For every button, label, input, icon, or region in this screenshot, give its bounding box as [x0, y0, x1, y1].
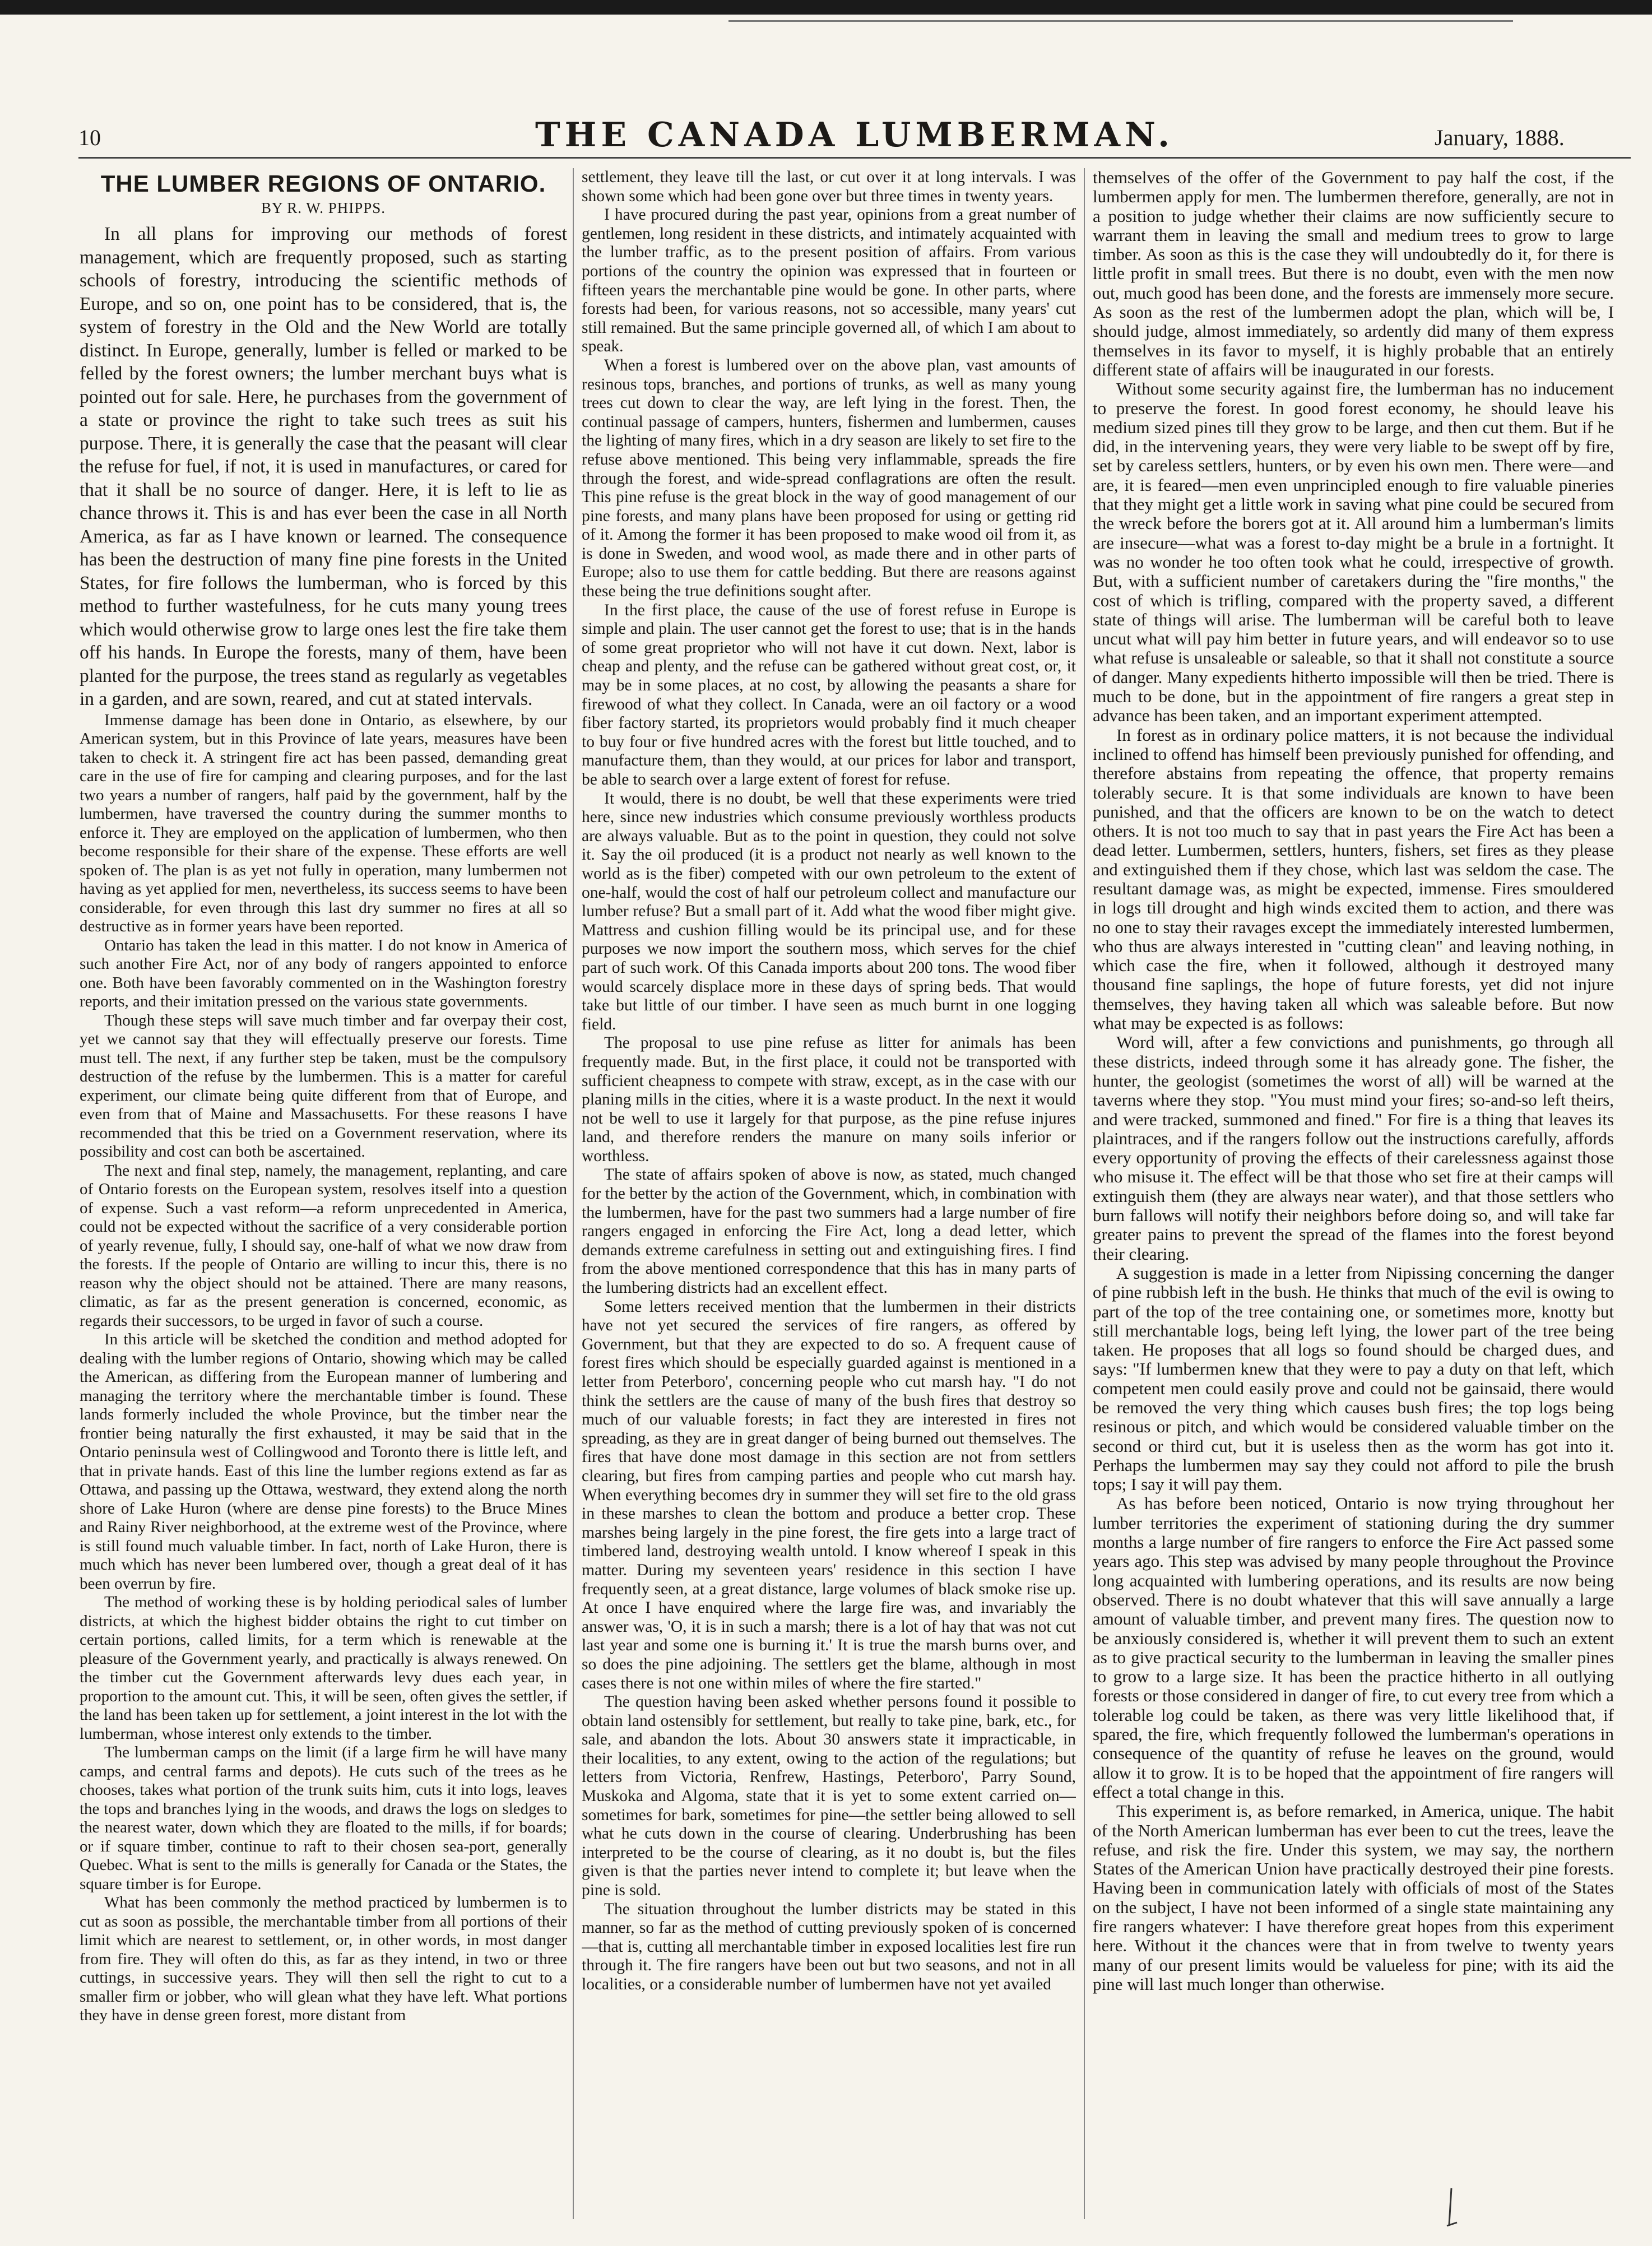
paragraph: The proposal to use pine refuse as litter for animals has been frequently made. But, in the first place, it could not be transported with sufficient cheapness to compete with straw, except, as in the case with our planing mills in the cities, where it is a waste product. In the next it would not be well to use it largely for that purpose, as the pine refuse injures land, and therefore renders the manure on many soils inferior or worthless. — [582, 1034, 1076, 1165]
header-rule — [78, 157, 1631, 159]
article-title: THE LUMBER REGIONS OF ONTARIO. — [100, 170, 546, 197]
article-byline: BY R. W. PHIPPS. — [261, 199, 386, 216]
paragraph: Though these steps will save much timber and far overpay their cost, yet we cannot say that they will effectually preserve our forests. Time must tell. The next, if any further step be taken, must be the compulsory destruction of the refuse by the lumbermen. This is a matter for careful experiment, our climate being quite different from that of Europe, and even from that of Maine and Massachusetts. For these reasons I have recommended that this be tried on a Government reservation, where its possibility and cost can both be ascertained. — [80, 1011, 567, 1161]
paragraph: It would, there is no doubt, be well that these experiments were tried here, since new industries which consume previously worthless products are always valuable. But as to the point in question, they could not solve it. Say the oil produced (it is a product not nearly as well known to the world as is the fiber) competed with our own petroleum to the extent of one-half, would the cost of half our petroleum collect and manufacture our lumber refuse? But a small part of it. Add what the wood fiber might give. Mattress and cushion filling would be its principal use, and for these purposes we now import the southern moss, which serves for the chief part of such work. Of this Canada imports about 200 tons. The wood fiber would scarcely displace more in these days of spring beds. That would take but little of our timber. I have seen as much burnt in one logging field. — [582, 789, 1076, 1033]
paragraph: This experiment is, as before remarked, in America, unique. The habit of the North American lumberman has ever been to cut the trees, leave the refuse, and risk the fire. Under this system, we may say, the northern States of the American Union have practically destroyed their pine forests. Having been in communication lately with officials of most of the States on the subject, I have not been informed of a single state maintaining any fire rangers whatever: I have therefore great hopes from this experiment here. Without it the chances were that in from twelve to twenty years many of our present limits would be valueless for pine; with its aid the pine will last much longer than otherwise. — [1093, 1801, 1614, 1994]
paragraph: A suggestion is made in a letter from Nipissing concerning the danger of pine rubbish left in the bush. He thinks that much of the evil is owing to part of the top of the tree containing one, or sometimes more, knotty but still merchantable logs, being left lying, the lower part of the tree being taken. He proposes that all logs so found should be charged dues, and says: "If lumbermen knew that they were to pay a duty on that left, which competent men could easily prove and could not be gainsaid, there would be removed the very thing which causes bush fires; the top logs being resinous or pitch, and which would be considered valuable timber on the second or third cut, but it is useless then as the worm has got into it. Perhaps the lumbermen may say they could not afford to pile the brush tops; I say it will pay them. — [1093, 1263, 1614, 1495]
paragraph: The situation throughout the lumber districts may be stated in this manner, so far as the method of cutting previously spoken of is concerned—that is, cutting all merchantable timber in exposed localities lest fire run through it. The fire rangers have been out but two seasons, and not in all localities, or a considerable number of lumbermen have not yet availed — [582, 1900, 1076, 1993]
column-divider — [1084, 168, 1085, 2219]
paragraph: When a forest is lumbered over on the above plan, vast amounts of resinous tops, branches, and portions of trunks, as well as many young trees cut down to clear the way, are left lying in the forest. Then, the continual passage of campers, hunters, fishermen and lumbermen, causes the lighting of many fires, which in a dry season are likely to set fire to the refuse above mentioned. This being very inflammable, spreads the fire through the forest, and wide-spread conflagrations are often the result. This pine refuse is the great block in the way of good management of our pine forests, and many plans have been proposed for using or getting rid of it. Among the former it has been proposed to make wood oil from it, as is done in Sweden, and wood wool, as made there and in other parts of Europe; also to use them for cattle bedding. But there are reasons against these being the true definitions sought after. — [582, 356, 1076, 601]
paragraph: Word will, after a few convictions and punishments, go through all these districts, indeed through some it has already gone. The fisher, the hunter, the geologist (sometimes the worst of all) will be warned at the taverns where they stop. "You must mind your fires; so-and-so left theirs, and were tracked, summoned and fined." For fire is a thing that leaves its plaintraces, and if the rangers follow out the instructions carefully, affords every opportunity of proving the effects of their carelessness against those who misuse it. The effect will be that those who set fire at their camps will extinguish them (they are always near water), and that those settlers who burn fallows will notify their neighbors before doing so, and will take far greater pains to prevent the spread of the flames into the forest beyond their clearing. — [1093, 1032, 1614, 1264]
paragraph: As has before been noticed, Ontario is now trying throughout her lumber territories the experiment of stationing during the dry summer months a large number of fire rangers to enforce the Fire Act passed some years ago. This step was advised by many people throughout the Province long acquainted with lumbering operations, and its results are now being observed. There is no doubt whatever that this will save annually a large amount of valuable timber, and prevent many fires. The question now to be anxiously considered is, whether it will prevent them to such an extent as to give practical security to the lumberman in leaving the smaller pines to grow to a large size. It has been the practice hitherto in all outlying forests or those considered in danger of fire, to cut every tree from which a tolerable log could be taken, as there was very little likelihood that, if spared, the fire, which frequently followed the lumberman's operations in consequence of the quantity of refuse he leaves on the ground, would allow it to grow. It is to be hoped that the appointment of fire rangers will effect a total change in this. — [1093, 1493, 1614, 1802]
page-number: 10 — [78, 125, 101, 150]
paragraph: In all plans for improving our methods of forest management, which are frequently proposed, such as starting schools of forestry, introducing the scientific methods of Europe, and so on, one point has to be considered, that is, the system of forestry in the Old and the New World are totally distinct. In Europe, generally, lumber is felled or marked to be felled by the forest owners; the lumber merchant buys what is pointed out for sale. Here, he purchases from the government of a state or province the right to take such trees as suit his purpose. There, it is generally the case that the peasant will clear the refuse for fuel, if not, it is used in manufactures, or cared for that it shall be no source of danger. Here, it is left to lie as chance throws it. This is and has ever been the case in all North America, as far as I have known or learned. The consequence has been the destruction of many fine pine forests in the United States, for fire follows the lumberman, who is forced by this method to further wastefulness, for he cuts many young trees which would otherwise grow to large ones lest the fire take them off his hands. In Europe the forests, many of them, have been planted for the purpose, the trees stand as regularly as vegetables in a garden, and are sown, reared, and cut at stated intervals. — [80, 224, 567, 709]
paragraph: themselves of the offer of the Government to pay half the cost, if the lumbermen apply for men. The lumbermen therefore, generally, are not in a position to judge whether their claims are now sufficiently secure to warrant them in leaving the small and medium trees to grow to large timber. As soon as this is the case they will undoubtedly do it, for there is little profit in small trees. But there is no doubt, even with the men now out, much good has been done, and the forests are immensely more secure. As soon as the rest of the lumbermen adopt the plan, which will be, I should judge, almost immediately, so ardently did many of them express themselves in its favor to myself, it is highly probable that an entirely different state of affairs will be inaugurated in our forests. — [1093, 168, 1614, 379]
top-border-rule — [0, 0, 1652, 15]
column-2 — [582, 168, 1076, 2242]
paragraph: settlement, they leave till the last, or cut over it at long intervals. I was shown some which had been gone over but three times in twenty years. — [582, 168, 1076, 205]
paragraph: The method of working these is by holding periodical sales of lumber districts, at which the highest bidder obtains the right to cut timber on certain portions, called limits, for a term which is renewable at the pleasure of the Government yearly, and practically is always renewed. On the timber cut the Government afterwards levy dues each year, in proportion to the amount cut. This, it will be seen, often gives the settler, if the land has been taken up for settlement, a joint interest in the lot with the lumberman, whose interest only extends to the timber. — [80, 1593, 567, 1743]
paragraph: What has been commonly the method practiced by lumbermen is to cut as soon as possible, the merchantable timber from all portions of their limit which are nearest to settlement, or, in other words, in most danger from fire. They will often do this, as far as they intend, in two or three cuttings, in successive years. They will then sell the right to cut to a smaller firm or jobber, who will glean what they have left. What portions they have in dense green forest, more distant from — [80, 1894, 567, 2024]
paragraph: Some letters received mention that the lumbermen in their districts have not yet secured the services of fire rangers, as offered by Government, but that they are expected to do so. A frequent cause of forest fires which should be especially guarded against is mentioned in a letter from Peterboro', concerning people who cut marsh hay. "I do not think the settlers are the cause of many of the bush fires that destroy so much of our valuable forests; in fact they are interested in fires not spreading, as they are in great danger of being burned out themselves. The fires that have done most damage in this section are not from settlers clearing, but fires from camping parties and people who cut marsh hay. When everything becomes dry in summer they will set fire to the old grass in these marshes to clean the bottom and produce a better crop. These marshes being largely in the pine forest, the fire gets into a large tract of timbered land, destroying wealth untold. I know whereof I speak in this matter. During my seventeen years' residence in this section I have frequently seen, at a great distance, large volumes of black smoke rise up. At once I have enquired where the large fire was, and invariably the answer was, 'O, it is in such a marsh; there is a lot of hay that was not cut last year and some one is burning it.' It is true the marsh burns over, and so does the pine adjoining. The settlers get the blame, although in most cases there is not one within miles of where the fire started." — [582, 1297, 1076, 1692]
issue-date: January, 1888. — [1435, 125, 1565, 150]
paragraph: The question having been asked whether persons found it possible to obtain land ostensibly for settlement, but really to take pine, bark, etc., for sale, and abandon the lots. About 30 answers state it impracticable, in their localities, to any extent, owing to the action of the regulations; but letters from Victoria, Renfrew, Hastings, Peterboro', Parry Sound, Muskoka and Algoma, state that it is yet to some extent carried on—sometimes for bark, sometimes for pine—the settler being allowed to sell what he cuts down in the course of clearing. Underbrushing has been interpreted to be the course of clearing, as it no doubt is, but the files given is that the parties never intend to complete it; but leave when the pine is sold. — [582, 1693, 1076, 1900]
paragraph: I have procured during the past year, opinions from a great number of gentlemen, long resident in these districts, and intimately acquainted with the lumber traffic, as to the present position of affairs. From various portions of the country the opinion was expressed that in fourteen or fifteen years the merchantable pine would be gone. In other parts, where forests had been, for various reasons, not so accessible, many years' cut still remained. But the same principle governed all, of which I am about to speak. — [582, 206, 1076, 356]
column-3 — [1093, 168, 1614, 2242]
paragraph: The next and final step, namely, the management, replanting, and care of Ontario forests on the European system, resolves itself into a question of expense. Such a vast reform—a reform unprecedented in America, could not be expected without the sacrifice of a very considerable portion of yearly revenue, fully, I should say, one-half of what we now draw from the forests. If the people of Ontario are willing to incur this, there is no reason why the object should not be attained. There are many reasons, climatic, as far as the present generation is concerned, economic, as regards their successors, to be urged in favor of such a course. — [80, 1161, 567, 1330]
paragraph: The lumberman camps on the limit (if a large firm he will have many camps, and central farms and depots). He cuts such of the trees as he chooses, takes what portion of the trunk suits him, cuts it into logs, leaves the tops and branches lying in the woods, and draws the logs on sledges to the nearest water, down which they are floated to the mills, if for boards; or if square timber, continue to raft to their chosen sea-port, generally Quebec. What is sent to the mills is generally for Canada or the States, the square timber is for Europe. — [80, 1743, 567, 1893]
paragraph: Without some security against fire, the lumberman has no inducement to preserve the forest. In good forest economy, he should leave his medium sized pines till they grow to be large, and then cut them. But if he did, in the intervening years, they were very liable to be swept off by fire, set by careless settlers, hunters, or by even his own men. There were—and are, it is feared—men even unprincipled enough to fire valuable pineries that they might get a little work in saving what pine could be secured from the wreck before the borers got at it. All around him a lumberman's limits are insecure—what was a forest to-day might be a brule in a fortnight. It was no wonder he too often took what he could, irrespective of growth. But, with a sufficient number of caretakers during the "fire months," the cost of which is trifling, compared with the property saved, a different state of things will arise. The lumberman will be careful both to leave uncut what will pay him better in future years, and will endeavor so to use what refuse is unsaleable or saleable, so that it shall not constitute a source of danger. Many expedients hitherto impossible will then be tried. There is much to be done, but in the appointment of fire rangers a great step in advance has been taken, and an important experiment attempted. — [1093, 379, 1614, 726]
paragraph: Immense damage has been done in Ontario, as elsewhere, by our American system, but in this Province of late years, measures have been taken to check it. A stringent fire act has been passed, demanding great care in the use of fire for camping and clearing purposes, and for the last two years a number of rangers, half paid by the government, half by the lumbermen, have traversed the country during the summer months to enforce it. They are employed on the application of lumbermen, who then become responsible for their share of the expense. These efforts are well spoken of. The plan is as yet not fully in operation, many lumbermen not having as yet applied for men, nevertheless, its success seems to have been considerable, for even through this last dry summer no fires at all so destructive as in former years have been reported. — [80, 711, 567, 935]
column-divider — [573, 168, 574, 2219]
paragraph: In forest as in ordinary police matters, it is not because the individual inclined to offend has himself been previously punished for offending, and therefore abstains from repeating the offence, that property remains tolerably secure. It is that some individuals are known to have been punished, and that the officers are known to be on the watch to detect others. It is not too much to say that in past years the Fire Act has been a dead letter. Lumbermen, settlers, hunters, fishers, set fires as they please and extinguished them if they chose, which last was seldom the case. The resultant damage was, as might be expected, immense. Fires smouldered in logs till drought and high winds excited them to action, and there was no one to stay their ravages except the immediately interested lumbermen, who thus are always interested in "cutting clean" and leaving nothing, in which case the fire, when it followed, although it destroyed many thousand fine saplings, the hope of future forests, yet did not injure themselves, they having taken all which was saleable before. But now what may be expected is as follows: — [1093, 725, 1614, 1033]
paragraph: In this article will be sketched the condition and method adopted for dealing with the lumber regions of Ontario, showing which may be called the American, as differing from the European manner of lumbering and managing the territory where the merchantable timber is found. These lands formerly included the whole Province, but the timber near the frontier being naturally the first exhausted, it may be said that in the Ontario peninsula west of Collingwood and Toronto there is little left, and that in private hands. East of this line the lumber regions extend as far as Ottawa, and passing up the Ottawa, westward, they extend along the north shore of Lake Huron (where are dense pine forests) to the Bruce Mines and Rainy River neighborhood, at the extreme west of the Province, where is still found much valuable timber. In fact, north of Lake Huron, there is much which has never been lumbered over, though a great deal of it has been overrun by fire. — [80, 1330, 567, 1593]
paragraph: In the first place, the cause of the use of forest refuse in Europe is simple and plain. The user cannot get the forest to use; that is in the hands of some great proprietor who will not have it cut down. Next, labor is cheap and plenty, and the refuse can be gathered without great cost, or, it may be in some places, at no cost, by allowing the peasants a share for firewood of what they collect. In Canada, were an oil factory or a wood fiber factory started, its proprietors would probably find it much cheaper to buy four or five hundred acres with the forest but little touched, and to manufacture them, than they would, at our prices for labor and transport, be able to search over a large extent of forest for refuse. — [582, 601, 1076, 788]
top-thin-rule — [728, 20, 1513, 22]
masthead-title: THE CANADA LUMBERMAN. — [535, 115, 1174, 155]
paragraph: Ontario has taken the lead in this matter. I do not know in America of such another Fire Act, nor of any body of rangers appointed to enforce one. Both have been favorably commented on in the Washington forestry reports, and their imitation pressed on the various state governments. — [80, 936, 567, 1010]
column-1 — [80, 168, 567, 2242]
paragraph: The state of affairs spoken of above is now, as stated, much changed for the better by the action of the Government, which, in combination with the lumbermen, have for the past two summers had a large number of fire rangers engaged in enforcing the Fire Act, long a dead letter, which demands extreme carefulness in setting out and extinguishing fires. I find from the above mentioned correspondence that this has in many parts of the lumbering districts had an excellent effect. — [582, 1166, 1076, 1297]
ink-mark — [1435, 2185, 1468, 2230]
